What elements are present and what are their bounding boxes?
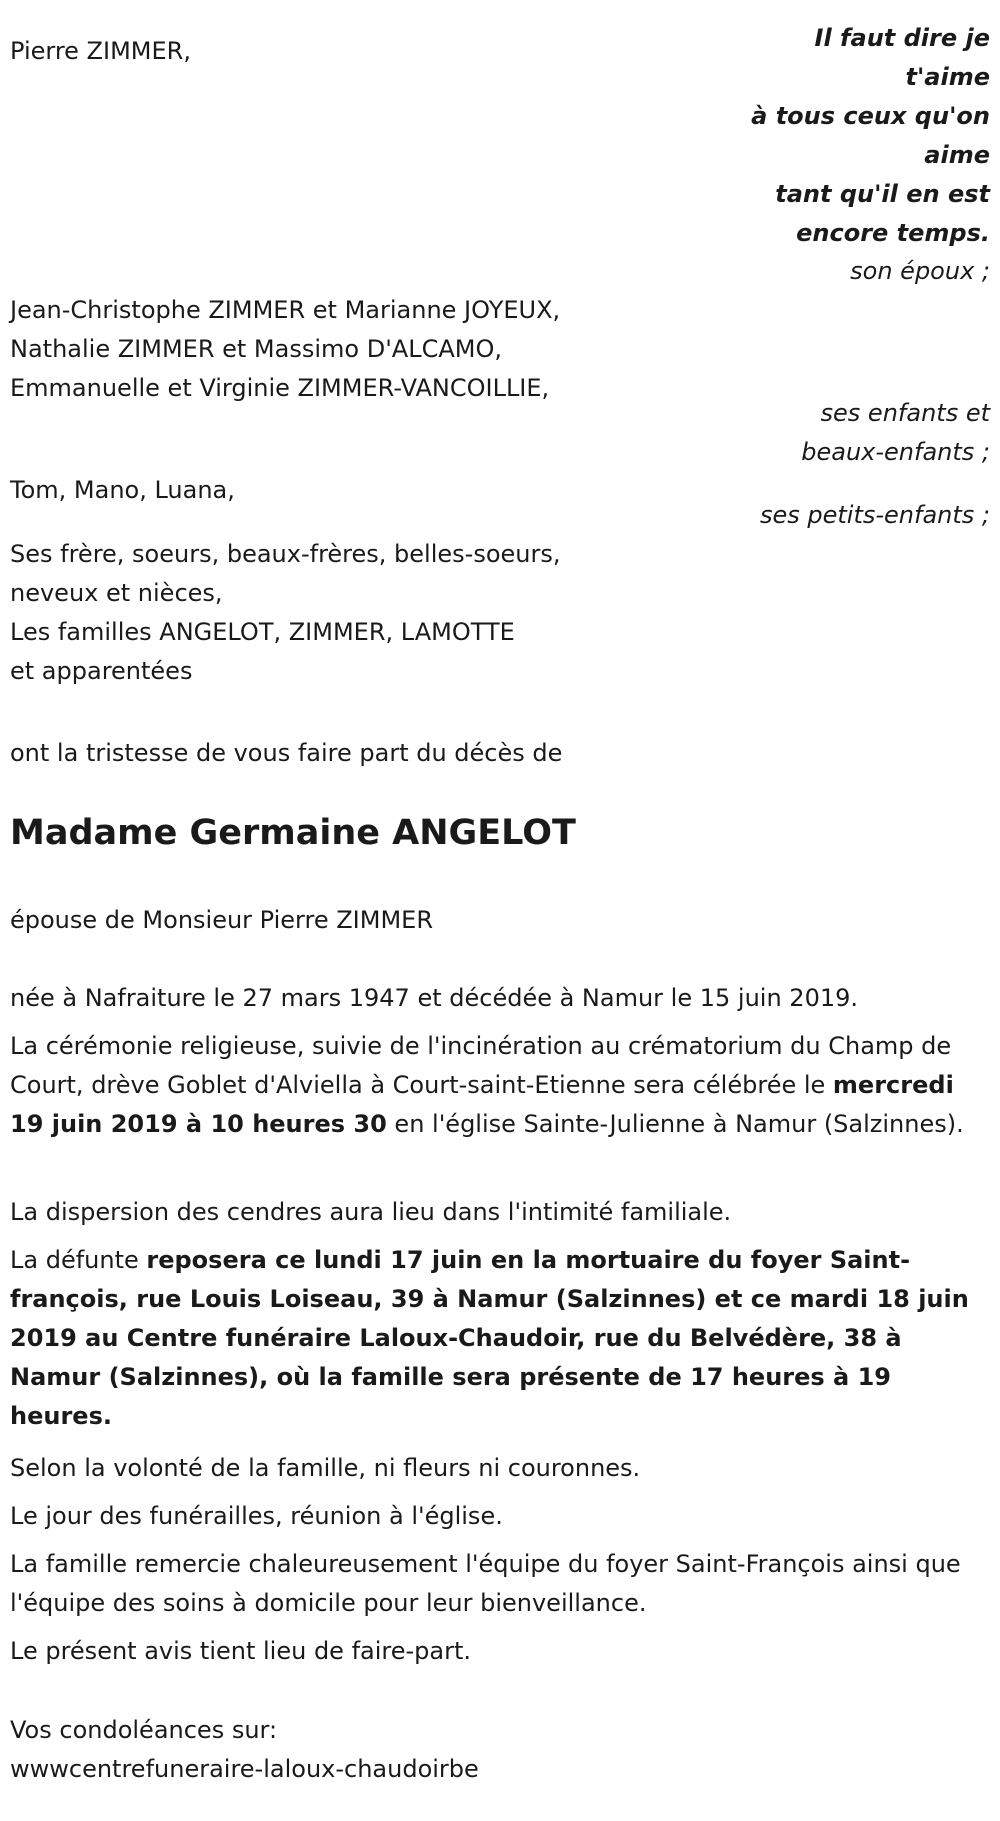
ceremony-text: La cérémonie religieuse, suivie de l'incinération au crématorium du Champ de Court, drève Goblet d'Alviella à Court-saint-Etienne sera célébrée le (10, 1032, 952, 1099)
poem-line: aime (924, 141, 990, 169)
viewing-paragraph (10, 1241, 990, 1436)
announcement: ont la tristesse de vous faire part du décès de (10, 739, 563, 767)
flowers: Selon la volonté de la famille, ni fleurs ni couronnes. (10, 1454, 641, 1482)
birth-death: née à Nafraiture le 27 mars 1947 et décédée à Namur le 15 juin 2019. (10, 984, 859, 1012)
viewing-details: reposera ce lundi 17 juin en la mortuaire du foyer Saint-françois, rue Louis Loiseau, 39 à Namur (Salzinnes) et ce mardi 18 juin 2019 au Centre funéraire Laloux-Chaudoir, rue du Belvédère, 38 à Namur (Salzinnes), où la famille sera présente de 17 heures à 19 heures. (10, 1246, 969, 1430)
grandchildren-relation: ses petits-enfants ; (759, 501, 990, 529)
family-line: Ses frère, soeurs, beaux-frères, belles-soeurs, (10, 540, 561, 568)
poem-line: encore temps. (796, 219, 990, 247)
ceremony-date: mercredi 19 juin 2019 à 10 heures 30 (10, 1071, 954, 1138)
poem-line: tant qu'il en est (775, 180, 990, 208)
poem-line: Il faut dire je (814, 24, 990, 52)
grandchildren-names: Tom, Mano, Luana, (10, 476, 235, 504)
spouse-of: épouse de Monsieur Pierre ZIMMER (10, 906, 433, 934)
family-line: Les familles ANGELOT, ZIMMER, LAMOTTE (10, 618, 515, 646)
ashes: La dispersion des cendres aura lieu dans l'intimité familiale. (10, 1198, 732, 1226)
condolences-label: Vos condoléances sur: (10, 1716, 278, 1744)
child-entry: Emmanuelle et Virginie ZIMMER-VANCOILLIE, (10, 374, 550, 402)
deceased-name: Madame Germaine ANGELOT (10, 813, 576, 853)
extended-family (10, 535, 560, 691)
children-relation (801, 394, 990, 472)
relation-line: ses enfants et (820, 399, 990, 427)
child-entry: Nathalie ZIMMER et Massimo D'ALCAMO, (10, 335, 502, 363)
meeting: Le jour des funérailles, réunion à l'église. (10, 1502, 503, 1530)
family-line: neveux et nièces, (10, 579, 223, 607)
ceremony-place: en l'église Sainte-Julienne à Namur (Salzinnes). (386, 1110, 964, 1138)
condolences (10, 1711, 479, 1789)
poem (751, 19, 990, 253)
thanks: La famille remercie chaleureusement l'équipe du foyer Saint-François ainsi que l'équipe des soins à domicile pour leur bienveillance. (10, 1550, 961, 1617)
notice: Le présent avis tient lieu de faire-part. (10, 1637, 472, 1665)
poem-line: t'aime (905, 63, 990, 91)
ceremony-paragraph (10, 1027, 990, 1144)
children-names (10, 291, 560, 408)
family-line: et apparentées (10, 657, 193, 685)
spouse-relation: son époux ; (850, 257, 990, 285)
condolences-site[interactable]: wwwcentrefuneraire-laloux-chaudoirbe (10, 1755, 479, 1783)
child-entry: Jean-Christophe ZIMMER et Marianne JOYEUX, (10, 296, 561, 324)
viewing-intro: La défunte (10, 1246, 147, 1274)
relation-line: beaux-enfants ; (801, 438, 990, 466)
spouse-name: Pierre ZIMMER, (10, 37, 191, 65)
poem-line: à tous ceux qu'on (751, 102, 990, 130)
